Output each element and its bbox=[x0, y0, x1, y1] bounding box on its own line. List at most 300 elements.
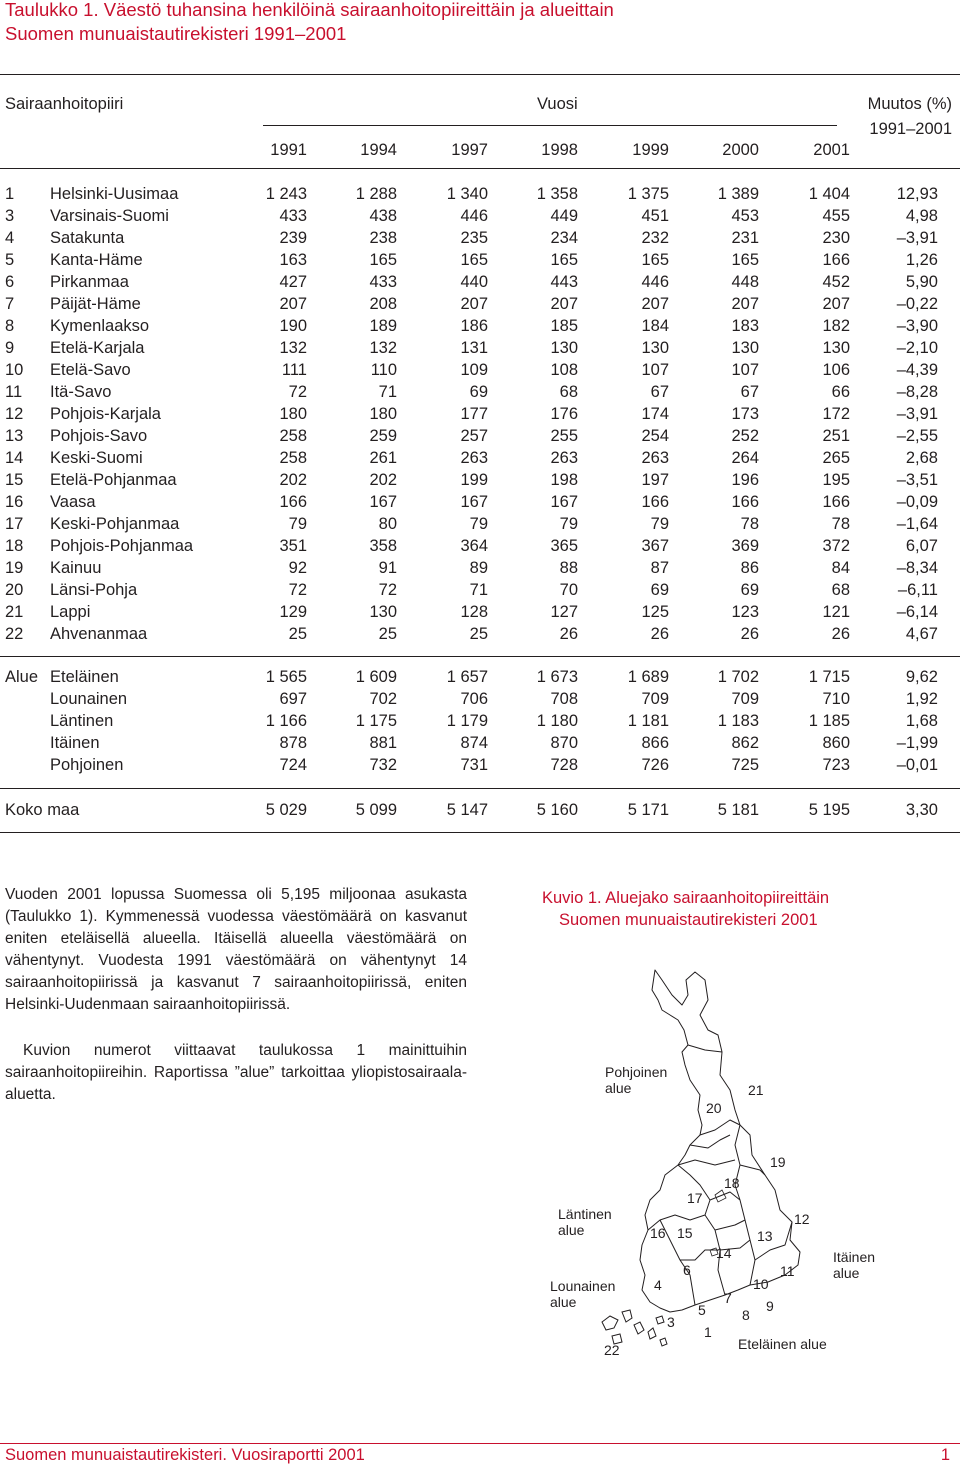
year-header-rule bbox=[263, 125, 837, 126]
cell-1998: 127 bbox=[550, 603, 578, 621]
cell-1994: 1 288 bbox=[355, 185, 397, 203]
cell-1999: 125 bbox=[641, 603, 669, 621]
cell-1999: 367 bbox=[641, 537, 669, 555]
areas-bottom-rule bbox=[0, 788, 960, 789]
district-number: 22 bbox=[5, 625, 24, 643]
district-name: Pirkanmaa bbox=[50, 273, 129, 291]
cell-1991: 878 bbox=[279, 734, 307, 752]
district-number: 9 bbox=[5, 339, 15, 357]
cell-1999: 67 bbox=[650, 383, 669, 401]
cell-change: –8,34 bbox=[896, 559, 938, 577]
header-year-1997: 1997 bbox=[451, 141, 488, 159]
cell-1991: 202 bbox=[279, 471, 307, 489]
cell-1999: 107 bbox=[641, 361, 669, 379]
cell-2000: 196 bbox=[731, 471, 759, 489]
cell-1991: 180 bbox=[279, 405, 307, 423]
cell-2001: 455 bbox=[822, 207, 850, 225]
cell-1999: 446 bbox=[641, 273, 669, 291]
cell-1991: 166 bbox=[279, 493, 307, 511]
table-row bbox=[0, 205, 960, 227]
cell-1994: 132 bbox=[369, 339, 397, 357]
cell-1991: 79 bbox=[288, 515, 307, 533]
cell-1999: 1 689 bbox=[627, 668, 669, 686]
cell-1998: 176 bbox=[550, 405, 578, 423]
map-district-number: 13 bbox=[757, 1228, 773, 1244]
table-row bbox=[0, 359, 960, 381]
table-row bbox=[0, 249, 960, 271]
cell-1998: 5 160 bbox=[536, 801, 578, 819]
cell-2000: 264 bbox=[731, 449, 759, 467]
district-number: 20 bbox=[5, 581, 24, 599]
district-name: Helsinki-Uusimaa bbox=[50, 185, 179, 203]
cell-change: –0,09 bbox=[896, 493, 938, 511]
cell-1998: 165 bbox=[550, 251, 578, 269]
cell-1994: 881 bbox=[369, 734, 397, 752]
cell-2000: 69 bbox=[740, 581, 759, 599]
figure-title bbox=[542, 887, 829, 931]
header-change-period: 1991–2001 bbox=[869, 120, 952, 138]
border-inner-2 bbox=[715, 1220, 745, 1230]
cell-1998: 708 bbox=[550, 690, 578, 708]
district-name: Etelä-Savo bbox=[50, 361, 131, 379]
cell-change: –6,14 bbox=[896, 603, 938, 621]
map-district-number: 14 bbox=[716, 1245, 732, 1261]
figure-title-line1: Kuvio 1. Aluejako sairaanhoitopiireittäin bbox=[542, 889, 830, 907]
table-row bbox=[0, 403, 960, 425]
map-district-number: 3 bbox=[667, 1314, 675, 1330]
district-number: 7 bbox=[5, 295, 15, 313]
cell-2001: 5 195 bbox=[808, 801, 850, 819]
cell-2001: 121 bbox=[822, 603, 850, 621]
border-inner-5 bbox=[690, 1135, 730, 1148]
cell-1991: 427 bbox=[279, 273, 307, 291]
cell-1997: 186 bbox=[460, 317, 488, 335]
table-row bbox=[0, 623, 960, 645]
cell-1991: 724 bbox=[279, 756, 307, 774]
cell-1998: 70 bbox=[559, 581, 578, 599]
map-district-number: 15 bbox=[677, 1225, 693, 1241]
header-year-2000: 2000 bbox=[722, 141, 759, 159]
area-row bbox=[0, 754, 960, 776]
cell-2000: 1 389 bbox=[717, 185, 759, 203]
table-row bbox=[0, 315, 960, 337]
cell-1998: 263 bbox=[550, 449, 578, 467]
cell-1997: 131 bbox=[460, 339, 488, 357]
district-name: Kanta-Häme bbox=[50, 251, 143, 269]
area-name: Itäinen bbox=[50, 734, 100, 752]
cell-1991: 72 bbox=[288, 383, 307, 401]
cell-1994: 702 bbox=[369, 690, 397, 708]
table-row bbox=[0, 227, 960, 249]
cell-change: –3,91 bbox=[896, 229, 938, 247]
map-district-number: 8 bbox=[742, 1307, 750, 1323]
district-number: 8 bbox=[5, 317, 15, 335]
district-number: 12 bbox=[5, 405, 24, 423]
cell-change: –3,91 bbox=[896, 405, 938, 423]
district-number: 4 bbox=[5, 229, 15, 247]
cell-1998: 130 bbox=[550, 339, 578, 357]
cell-change: 4,67 bbox=[905, 625, 938, 643]
cell-1997: 25 bbox=[469, 625, 488, 643]
cell-1997: 1 340 bbox=[446, 185, 488, 203]
district-number: 18 bbox=[5, 537, 24, 555]
page-number: 1 bbox=[940, 1446, 950, 1464]
cell-change: –3,90 bbox=[896, 317, 938, 335]
district-name: Ahvenanmaa bbox=[50, 625, 148, 643]
cell-1994: 71 bbox=[378, 383, 397, 401]
cell-1997: 257 bbox=[460, 427, 488, 445]
cell-change: 1,68 bbox=[905, 712, 938, 730]
cell-1999: 726 bbox=[641, 756, 669, 774]
cell-2000: 67 bbox=[740, 383, 759, 401]
cell-1991: 1 166 bbox=[265, 712, 307, 730]
map-district-number: 22 bbox=[604, 1342, 620, 1358]
cell-2001: 860 bbox=[822, 734, 850, 752]
header-year: Vuosi bbox=[537, 95, 578, 113]
cell-2001: 230 bbox=[822, 229, 850, 247]
table-title-line2: Suomen munuaistautirekisteri 1991–2001 bbox=[5, 23, 347, 44]
cell-1997: 1 657 bbox=[446, 668, 488, 686]
cell-1999: 1 375 bbox=[627, 185, 669, 203]
cell-1999: 451 bbox=[641, 207, 669, 225]
map-district-number: 20 bbox=[706, 1100, 722, 1116]
cell-1991: 190 bbox=[279, 317, 307, 335]
area-row bbox=[0, 666, 960, 688]
cell-1998: 449 bbox=[550, 207, 578, 225]
header-bottom-rule bbox=[0, 168, 960, 169]
cell-1997: 364 bbox=[460, 537, 488, 555]
district-name: Keski-Suomi bbox=[50, 449, 143, 467]
border-pohjoinen bbox=[700, 1120, 740, 1135]
cell-1991: 207 bbox=[279, 295, 307, 313]
cell-1994: 72 bbox=[378, 581, 397, 599]
top-rule bbox=[0, 74, 960, 75]
cell-2001: 207 bbox=[822, 295, 850, 313]
region-label-itainen: Itäinen alue bbox=[833, 1249, 876, 1281]
cell-1999: 254 bbox=[641, 427, 669, 445]
cell-1998: 1 180 bbox=[536, 712, 578, 730]
aland-islands bbox=[602, 1310, 667, 1346]
map-district-number: 10 bbox=[753, 1276, 769, 1292]
footer-rule bbox=[0, 1443, 960, 1444]
cell-2000: 1 183 bbox=[717, 712, 759, 730]
cell-1998: 365 bbox=[550, 537, 578, 555]
table-title-line1: Taulukko 1. Väestö tuhansina henkilöinä sairaanhoitopiireittäin ja alueittain bbox=[5, 0, 614, 20]
cell-1997: 263 bbox=[460, 449, 488, 467]
table-bottom-rule bbox=[0, 832, 960, 833]
district-number: 6 bbox=[5, 273, 15, 291]
cell-2001: 166 bbox=[822, 493, 850, 511]
table-row bbox=[0, 293, 960, 315]
map-district-number: 4 bbox=[654, 1277, 662, 1293]
cell-change: –3,51 bbox=[896, 471, 938, 489]
cell-1999: 709 bbox=[641, 690, 669, 708]
cell-1999: 87 bbox=[650, 559, 669, 577]
cell-1994: 1 609 bbox=[355, 668, 397, 686]
cell-change: 5,90 bbox=[905, 273, 938, 291]
cell-1997: 440 bbox=[460, 273, 488, 291]
cell-2000: 231 bbox=[731, 229, 759, 247]
district-name: Länsi-Pohja bbox=[50, 581, 138, 599]
table-row bbox=[0, 381, 960, 403]
cell-1999: 866 bbox=[641, 734, 669, 752]
cell-1997: 167 bbox=[460, 493, 488, 511]
cell-1994: 5 099 bbox=[355, 801, 397, 819]
map-district-number: 5 bbox=[698, 1302, 706, 1318]
body-paragraph-2: Kuvion numerot viittaavat taulukossa 1 mainittuihin sairaanhoitopiireihin. Raportissa ”alue” tarkoittaa yliopistosairaala-aluetta. bbox=[5, 1042, 467, 1103]
table-row bbox=[0, 425, 960, 447]
map-district-number: 6 bbox=[683, 1262, 691, 1278]
cell-2001: 452 bbox=[822, 273, 850, 291]
district-name: Vaasa bbox=[50, 493, 96, 511]
cell-1999: 165 bbox=[641, 251, 669, 269]
cell-2001: 26 bbox=[831, 625, 850, 643]
cell-1991: 351 bbox=[279, 537, 307, 555]
cell-2001: 723 bbox=[822, 756, 850, 774]
cell-2001: 84 bbox=[831, 559, 850, 577]
cell-change: 4,98 bbox=[905, 207, 938, 225]
header-year-1998: 1998 bbox=[541, 141, 578, 159]
cell-change: –1,64 bbox=[896, 515, 938, 533]
cell-1997: 235 bbox=[460, 229, 488, 247]
cell-1991: 1 565 bbox=[265, 668, 307, 686]
cell-2001: 166 bbox=[822, 251, 850, 269]
cell-1994: 25 bbox=[378, 625, 397, 643]
header-year-1994: 1994 bbox=[360, 141, 397, 159]
cell-1998: 207 bbox=[550, 295, 578, 313]
district-name: Kainuu bbox=[50, 559, 102, 577]
district-number: 1 bbox=[5, 185, 15, 203]
cell-1994: 202 bbox=[369, 471, 397, 489]
district-name: Päijät-Häme bbox=[50, 295, 141, 313]
footer-text: Suomen munuaistautirekisteri. Vuosiraportti 2001 bbox=[5, 1446, 365, 1464]
cell-2000: 130 bbox=[731, 339, 759, 357]
cell-1991: 433 bbox=[279, 207, 307, 225]
table-title bbox=[5, 0, 614, 46]
map-district-number: 18 bbox=[724, 1175, 740, 1191]
cell-1991: 132 bbox=[279, 339, 307, 357]
cell-1999: 166 bbox=[641, 493, 669, 511]
cell-1997: 109 bbox=[460, 361, 488, 379]
body-paragraph-1: Vuoden 2001 lopussa Suomessa oli 5,195 miljoonaa asukasta (Taulukko 1). Kymmenessä vuodessa väestömäärä on kasvanut eniten eteläisellä alueella. Itäisellä alueella väestömäärä on vähentynyt. Vuodesta 1991 väestömäärä on vähentynyt 14 sairaanhoitopiirissä ja kasvanut 7 sairaanhoitopiirissä, eniten Helsinki-Uudenmaan sairaanhoitopiirissä. bbox=[5, 886, 467, 1013]
cell-1994: 261 bbox=[369, 449, 397, 467]
cell-1998: 443 bbox=[550, 273, 578, 291]
cell-1991: 5 029 bbox=[265, 801, 307, 819]
border-inner-4 bbox=[678, 1160, 735, 1165]
cell-1997: 89 bbox=[469, 559, 488, 577]
cell-1994: 208 bbox=[369, 295, 397, 313]
area-row bbox=[0, 688, 960, 710]
table-row bbox=[0, 183, 960, 205]
table-row bbox=[0, 513, 960, 535]
cell-1994: 358 bbox=[369, 537, 397, 555]
cell-2001: 130 bbox=[822, 339, 850, 357]
map-district-number: 19 bbox=[770, 1154, 786, 1170]
cell-2000: 448 bbox=[731, 273, 759, 291]
map-district-number: 11 bbox=[780, 1263, 795, 1279]
district-number: 5 bbox=[5, 251, 15, 269]
cell-1997: 177 bbox=[460, 405, 488, 423]
cell-1994: 180 bbox=[369, 405, 397, 423]
table-row bbox=[0, 579, 960, 601]
map-district-number: 21 bbox=[748, 1082, 764, 1098]
cell-1997: 199 bbox=[460, 471, 488, 489]
cell-1994: 167 bbox=[369, 493, 397, 511]
cell-2001: 1 715 bbox=[808, 668, 850, 686]
region-label-lantinen: Läntinen alue bbox=[558, 1206, 612, 1238]
cell-1999: 207 bbox=[641, 295, 669, 313]
cell-1994: 80 bbox=[378, 515, 397, 533]
table-row bbox=[0, 557, 960, 579]
cell-2000: 123 bbox=[731, 603, 759, 621]
cell-2000: 369 bbox=[731, 537, 759, 555]
header-year-2001: 2001 bbox=[813, 141, 850, 159]
district-name: Varsinais-Suomi bbox=[50, 207, 169, 225]
cell-2000: 183 bbox=[731, 317, 759, 335]
map-district-number: 17 bbox=[687, 1190, 703, 1206]
cell-1999: 5 171 bbox=[627, 801, 669, 819]
districts-bottom-rule bbox=[0, 656, 960, 657]
cell-1998: 255 bbox=[550, 427, 578, 445]
cell-1999: 232 bbox=[641, 229, 669, 247]
cell-1994: 732 bbox=[369, 756, 397, 774]
district-number: 17 bbox=[5, 515, 24, 533]
district-number: 16 bbox=[5, 493, 24, 511]
cell-2000: 86 bbox=[740, 559, 759, 577]
cell-1997: 71 bbox=[469, 581, 488, 599]
cell-2000: 207 bbox=[731, 295, 759, 313]
district-name: Pohjois-Savo bbox=[50, 427, 148, 445]
cell-1991: 25 bbox=[288, 625, 307, 643]
district-number: 14 bbox=[5, 449, 24, 467]
header-year-1991: 1991 bbox=[270, 141, 307, 159]
cell-1999: 79 bbox=[650, 515, 669, 533]
area-label: Alue bbox=[5, 668, 39, 686]
cell-1994: 259 bbox=[369, 427, 397, 445]
district-name: Itä-Savo bbox=[50, 383, 112, 401]
cell-2000: 1 702 bbox=[717, 668, 759, 686]
table-row bbox=[0, 337, 960, 359]
district-number: 19 bbox=[5, 559, 24, 577]
cell-1991: 697 bbox=[279, 690, 307, 708]
district-number: 10 bbox=[5, 361, 24, 379]
cell-2000: 862 bbox=[731, 734, 759, 752]
map-district-number: 9 bbox=[766, 1298, 774, 1314]
cell-1997: 1 179 bbox=[446, 712, 488, 730]
cell-1998: 88 bbox=[559, 559, 578, 577]
district-name: Kymenlaakso bbox=[50, 317, 150, 335]
map-district-number: 16 bbox=[650, 1225, 666, 1241]
region-label-pohjoinen: Pohjoinen alue bbox=[605, 1064, 668, 1096]
cell-2000: 453 bbox=[731, 207, 759, 225]
cell-1994: 433 bbox=[369, 273, 397, 291]
map-district-number: 1 bbox=[704, 1324, 712, 1340]
cell-1991: 111 bbox=[281, 361, 307, 379]
district-number: 3 bbox=[5, 207, 15, 225]
cell-2000: 709 bbox=[731, 690, 759, 708]
cell-1994: 238 bbox=[369, 229, 397, 247]
cell-2001: 1 404 bbox=[808, 185, 850, 203]
cell-1997: 128 bbox=[460, 603, 488, 621]
cell-2000: 78 bbox=[740, 515, 759, 533]
cell-1991: 1 243 bbox=[265, 185, 307, 203]
cell-2001: 372 bbox=[822, 537, 850, 555]
cell-2001: 106 bbox=[822, 361, 850, 379]
cell-1999: 1 181 bbox=[627, 712, 669, 730]
cell-2000: 725 bbox=[731, 756, 759, 774]
region-label-lounainen: Lounainen alue bbox=[550, 1278, 616, 1310]
cell-2001: 78 bbox=[831, 515, 850, 533]
cell-1991: 72 bbox=[288, 581, 307, 599]
district-name: Keski-Pohjanmaa bbox=[50, 515, 180, 533]
cell-2001: 172 bbox=[822, 405, 850, 423]
cell-1997: 5 147 bbox=[446, 801, 488, 819]
cell-2001: 68 bbox=[831, 581, 850, 599]
cell-1998: 1 673 bbox=[536, 668, 578, 686]
table-row bbox=[0, 491, 960, 513]
cell-2001: 182 bbox=[822, 317, 850, 335]
area-row bbox=[0, 710, 960, 732]
cell-change: 1,26 bbox=[905, 251, 938, 269]
cell-1999: 263 bbox=[641, 449, 669, 467]
cell-1998: 167 bbox=[550, 493, 578, 511]
map-district-number: 7 bbox=[724, 1290, 732, 1306]
border-lappi bbox=[688, 1045, 722, 1052]
total-table-row bbox=[0, 799, 960, 821]
cell-1998: 68 bbox=[559, 383, 578, 401]
cell-1999: 197 bbox=[641, 471, 669, 489]
cell-1997: 706 bbox=[460, 690, 488, 708]
border-inner-8 bbox=[680, 1250, 718, 1260]
table-row bbox=[0, 469, 960, 491]
cell-change: –0,22 bbox=[896, 295, 938, 313]
cell-1998: 198 bbox=[550, 471, 578, 489]
cell-2000: 252 bbox=[731, 427, 759, 445]
area-name: Eteläinen bbox=[50, 668, 119, 686]
cell-2001: 265 bbox=[822, 449, 850, 467]
cell-1998: 185 bbox=[550, 317, 578, 335]
cell-2000: 5 181 bbox=[717, 801, 759, 819]
cell-1998: 26 bbox=[559, 625, 578, 643]
cell-change: 1,92 bbox=[905, 690, 938, 708]
cell-2000: 166 bbox=[731, 493, 759, 511]
cell-1994: 1 175 bbox=[355, 712, 397, 730]
district-name: Pohjois-Pohjanmaa bbox=[50, 537, 194, 555]
header-change: Muutos (%) bbox=[867, 95, 952, 113]
district-name: Lappi bbox=[50, 603, 91, 621]
district-number: 13 bbox=[5, 427, 24, 445]
cell-2001: 251 bbox=[822, 427, 850, 445]
cell-1999: 130 bbox=[641, 339, 669, 357]
cell-1999: 184 bbox=[641, 317, 669, 335]
cell-1998: 108 bbox=[550, 361, 578, 379]
cell-1991: 239 bbox=[279, 229, 307, 247]
cell-change: 9,62 bbox=[905, 668, 938, 686]
header-district: Sairaanhoitopiiri bbox=[5, 95, 124, 113]
cell-change: 6,07 bbox=[905, 537, 938, 555]
district-name: Satakunta bbox=[50, 229, 125, 247]
district-number: 11 bbox=[5, 383, 23, 401]
region-label-etelainen: Eteläinen alue bbox=[738, 1336, 827, 1352]
cell-change: –4,39 bbox=[896, 361, 938, 379]
cell-1997: 69 bbox=[469, 383, 488, 401]
table-row bbox=[0, 601, 960, 623]
cell-change: 12,93 bbox=[896, 185, 938, 203]
cell-1991: 258 bbox=[279, 449, 307, 467]
cell-1991: 258 bbox=[279, 427, 307, 445]
cell-1999: 174 bbox=[641, 405, 669, 423]
cell-2001: 66 bbox=[831, 383, 850, 401]
